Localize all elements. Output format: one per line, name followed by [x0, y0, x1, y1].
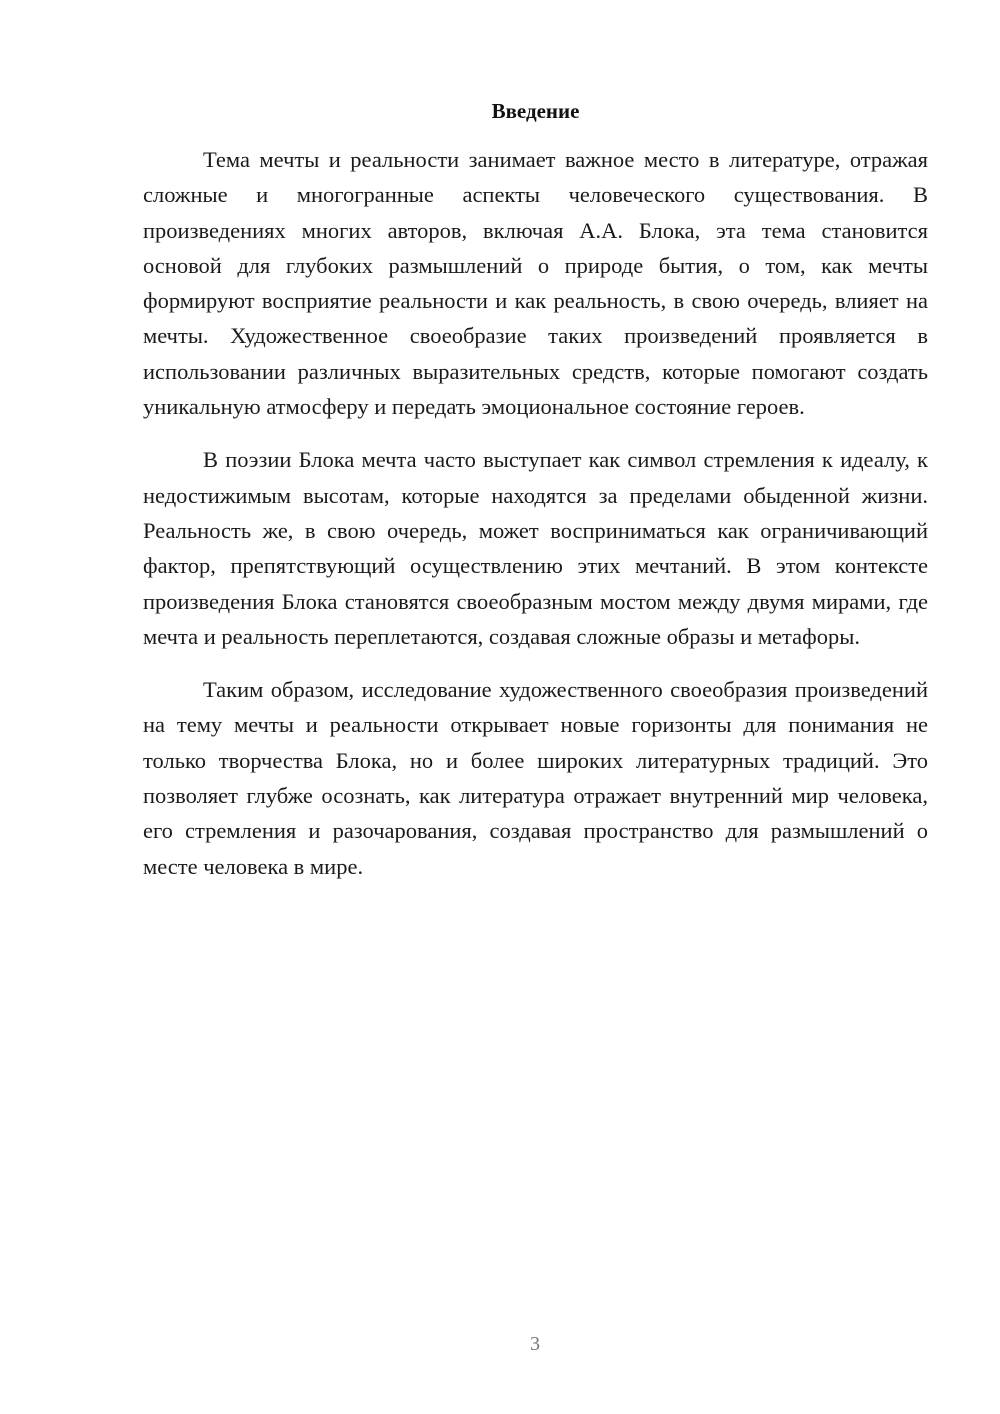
paragraph-3: Таким образом, исследование художественного своеобразия произведений на тему мечты и реальности открывает новые горизонты для понимания не только творчества Блока, но и более широких литературных традиций. Это позволяет глубже осознать, как литература отражает внутренний мир человека, его стремления и разочарования, создавая пространство для размышлений о месте человека в мире.	[143, 677, 928, 879]
page-content	[143, 96, 928, 902]
paragraph-1: Тема мечты и реальности занимает важное место в литературе, отражая сложные и многогранные аспекты человеческого существования. В произведениях многих авторов, включая А.А. Блока, эта тема становится основой для глубоких размышлений о природе бытия, о том, как мечты формируют восприятие реальности и как реальность, в свою очередь, влияет на мечты. Художественное своеобразие таких произведений проявляется в использовании различных выразительных средств, которые помогают создать уникальную атмосферу и передать эмоциональное состояние героев.	[143, 147, 928, 420]
paragraph-2: В поэзии Блока мечта часто выступает как символ стремления к идеалу, к недостижимым высотам, которые находятся за пределами обыденной жизни. Реальность же, в свою очередь, может восприниматься как ограничивающий фактор, препятствующий осуществлению этих мечтаний. В этом контексте произведения Блока становятся своеобразным мостом между двумя мирами, где мечта и реальность переплетаются, создавая сложные образы и метафоры.	[143, 447, 928, 649]
section-heading: Введение	[491, 99, 580, 123]
page-number: 3	[530, 1333, 540, 1355]
